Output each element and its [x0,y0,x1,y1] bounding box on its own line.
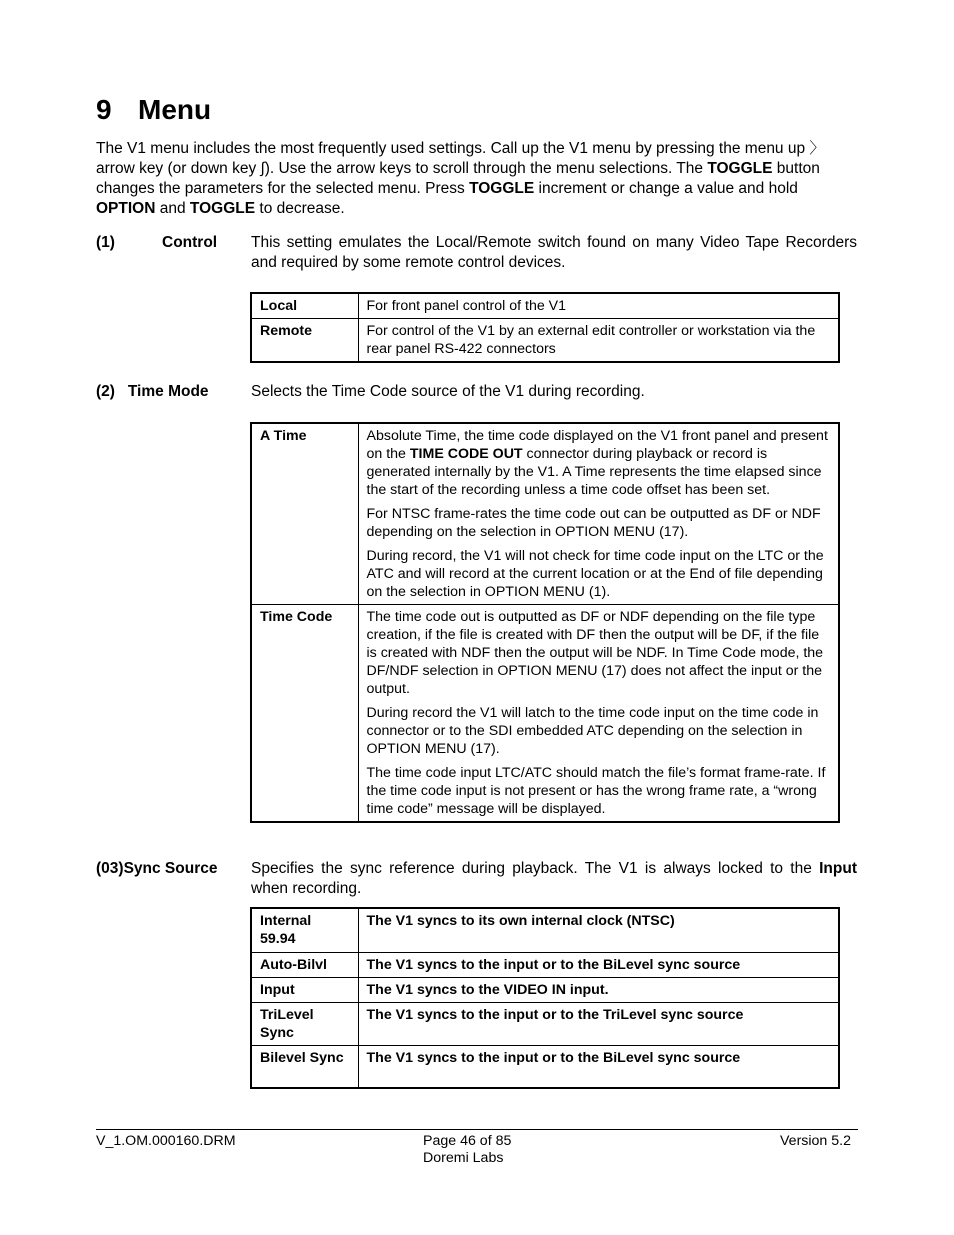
table-bold: TIME CODE OUT [409,446,523,462]
table-row [251,423,839,605]
desc-text: Specifies the sync reference during playback. The V1 is always locked to the [251,860,820,877]
table-row [251,952,839,977]
intro-bold: OPTION [96,200,156,217]
table-row [251,1045,839,1088]
intro-text: increment or change a value and hold [534,180,798,197]
table-value [358,605,839,823]
intro-bold: TOGGLE [469,180,535,197]
table-key: A Time [251,423,358,605]
table-value: The V1 syncs to the input or to the BiLevel sync source [358,952,839,977]
intro-text: button changes the parameters for the selected menu. Press [96,160,820,197]
table-key: Internal 59.94 [251,908,358,952]
table-row [251,293,839,319]
table-row [251,977,839,1002]
table-key: TriLevel Sync [251,1002,358,1045]
time-mode-table [250,422,840,823]
footer-center [423,1133,511,1167]
table-text: Absolute Time, the time code displayed on the V1 front panel and present on the [366,428,828,462]
control-table [250,292,840,363]
control-description: This setting emulates the Local/Remote switch found on many Video Tape Recorders and required by some remote control devices. [251,234,857,271]
table-paragraph: For NTSC frame-rates the time code out can be outputted as DF or NDF depending on the selection in OPTION MENU (17). [366,506,821,540]
table-row [251,1002,839,1045]
time-mode-label: (2) Time Mode [96,383,209,400]
sync-source-description [251,859,857,899]
intro-paragraph [96,139,858,219]
section-title: Menu [138,94,212,125]
footer-doc-id: V_1.OM.000160.DRM [96,1133,236,1149]
time-mode-description: Selects the Time Code source of the V1 during recording. [251,383,645,400]
intro-text: The V1 menu includes the most frequently used settings. Call up the V1 menu by pressing the menu up 〉 arrow key (or down key ∫). Use the arrow keys to scroll through the menu selections. The [96,140,825,177]
table-value: For front panel control of the V1 [358,293,839,319]
footer-company: Doremi Labs [423,1150,504,1166]
table-key: Time Code [251,605,358,823]
table-value: The V1 syncs to its own internal clock (NTSC) [358,908,839,952]
sync-source-table [250,907,840,1089]
desc-bold: Input [819,860,857,877]
table-paragraph: The time code input LTC/ATC should match the file’s format frame-rate. If the time code input is not present or has the wrong frame rate, a “wrong time code” message will be displayed. [366,765,826,817]
intro-text: and [155,200,190,217]
table-key: Input [251,977,358,1002]
page-footer [96,1129,858,1166]
table-key: Bilevel Sync [251,1045,358,1088]
sync-source-label: (03)Sync Source [96,860,218,877]
table-paragraph: During record the V1 will latch to the time code input on the time code in connector or to the SDI embedded ATC depending on the selection in OPTION MENU (17). [366,705,819,757]
table-key: Remote [251,319,358,363]
footer-page-number: Page 46 of 85 [423,1133,512,1149]
table-paragraph: During record, the V1 will not check for time code input on the LTC or the ATC and will record at the current location or at the End of file depending on the selection in OPTION MENU (1). [366,548,824,600]
table-value: The V1 syncs to the input or to the TriLevel sync source [358,1002,839,1045]
table-value [358,423,839,605]
desc-text: when recording. [251,880,362,897]
section-heading [96,94,211,126]
table-text: connector during playback or record is generated internally by the V1. A Time represents the time elapsed since the start of the recording unless a time code offset has been set. [366,446,822,498]
table-value: The V1 syncs to the input or to the BiLevel sync source [358,1045,839,1088]
table-key: Auto-Bilvl [251,952,358,977]
table-row [251,605,839,823]
control-title: Control [162,234,218,251]
table-value: The V1 syncs to the VIDEO IN input. [358,977,839,1002]
table-paragraph: The time code out is outputted as DF or NDF depending on the file type creation, if the file is created with DF then the output will be DF, if the file is created with NDF then the output will be NDF. In Time Code mode, the DF/NDF selection in OPTION MENU (17) does not affect the input or the output. [366,609,824,697]
intro-bold: TOGGLE [707,160,773,177]
intro-bold: TOGGLE [189,200,256,217]
section-number: 9 [96,94,112,125]
intro-text: to decrease. [255,200,345,217]
table-row [251,319,839,363]
control-number: (1) [96,234,115,251]
table-value: For control of the V1 by an external edit controller or workstation via the rear panel RS-422 connectors [358,319,839,363]
table-row [251,908,839,952]
footer-version: Version 5.2 [780,1133,851,1149]
table-paragraph [367,427,831,499]
table-key: Local [251,293,358,319]
